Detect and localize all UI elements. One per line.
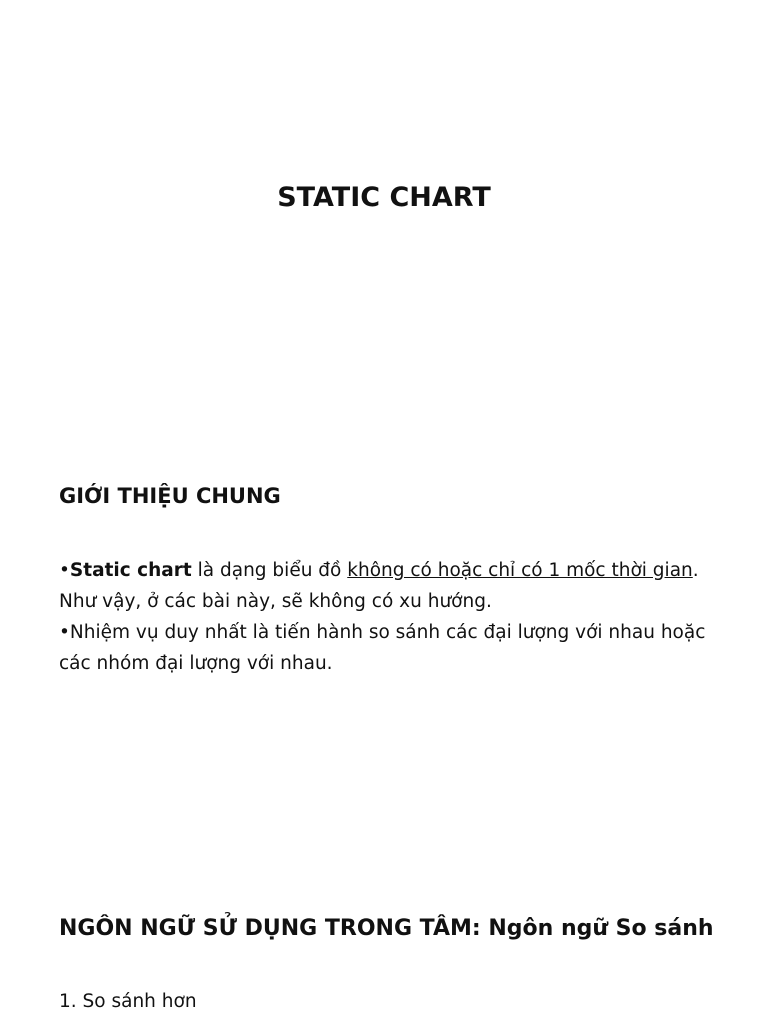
list-item: 1. So sánh hơn	[59, 991, 197, 1012]
intro-paragraph-1	[59, 555, 719, 617]
bullet: •	[59, 622, 70, 643]
intro-paragraph-2-text: Nhiệm vụ duy nhất là tiến hành so sánh các đại lượng với nhau hoặc các nhóm đại lượng với nhau.	[59, 622, 706, 674]
page-title: STATIC CHART	[277, 182, 491, 213]
underlined-phrase: không có hoặc chỉ có 1 mốc thời gian	[347, 560, 693, 581]
term-static-chart: Static chart	[69, 560, 192, 581]
intro-text-after: . Như vậy, ở các bài này, sẽ không có xu hướng.	[59, 560, 699, 612]
section-heading-intro: GIỚI THIỆU CHUNG	[59, 484, 281, 508]
section-heading-language: NGÔN NGỮ SỬ DỤNG TRONG TÂM: Ngôn ngữ So sánh	[59, 916, 714, 941]
bullet: •	[59, 560, 70, 581]
intro-paragraph-2	[59, 617, 719, 679]
intro-body	[59, 555, 719, 679]
intro-text-before: là dạng biểu đồ	[191, 560, 348, 581]
